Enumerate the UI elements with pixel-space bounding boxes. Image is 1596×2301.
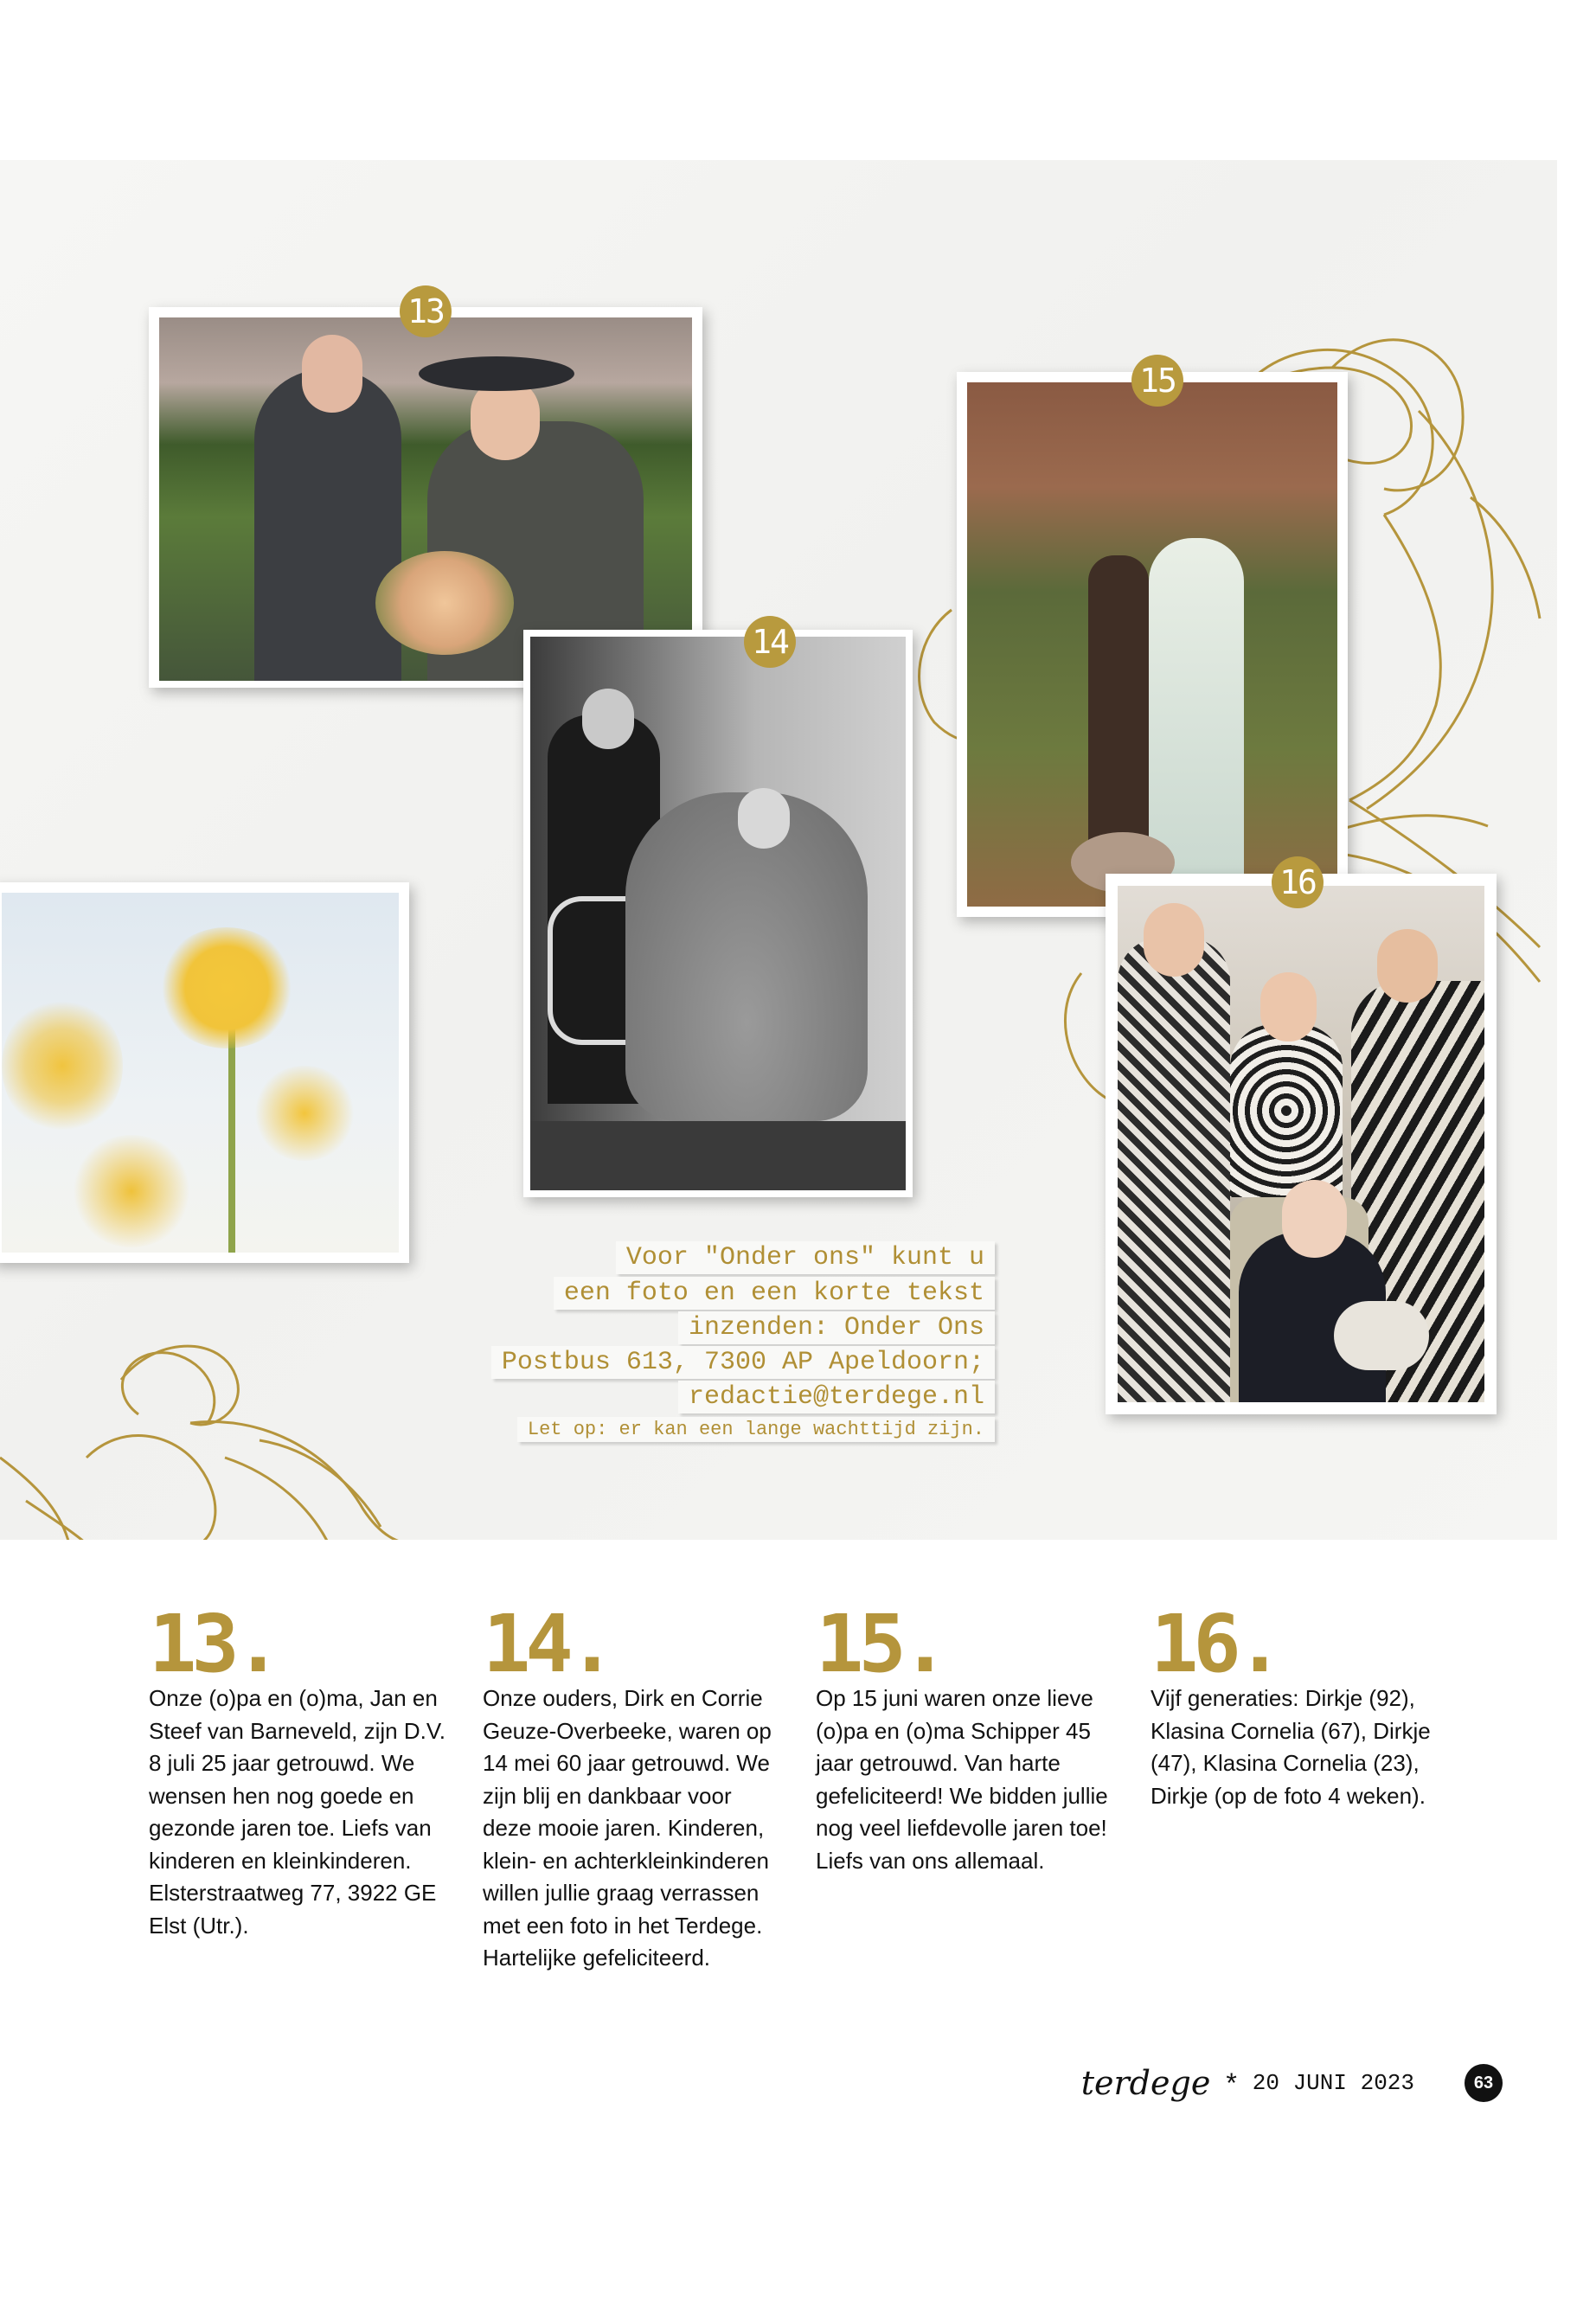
photo-16-image	[1118, 886, 1484, 1402]
woman-1-face	[1144, 903, 1204, 977]
woman-2-face	[1260, 972, 1317, 1042]
entry-16-text: Vijf generaties: Dirkje (92), Klasina Cornelia (67), Dirkje (47), Klasina Cornelia (23), Dirkje (op de foto 4 weken).	[1151, 1685, 1431, 1809]
issue-date: 20 JUNI 2023	[1252, 2070, 1414, 2096]
entry-13-number: 13.	[149, 1598, 278, 1690]
photo-14-badge: 14	[744, 616, 796, 668]
entry-16	[1151, 1598, 1449, 1812]
separator-asterisk: *	[1226, 2067, 1237, 2099]
page-footer	[1081, 2057, 1503, 2109]
entry-13	[149, 1598, 447, 1942]
photo-15-image	[967, 382, 1337, 907]
photo-15	[957, 372, 1348, 917]
woman-2	[1230, 1024, 1343, 1197]
photo-15-badge: 15	[1131, 355, 1183, 407]
photo-13-badge: 13	[400, 285, 452, 337]
man-figure	[254, 369, 401, 681]
note-line-1: Voor "Onder ons" kunt u	[616, 1241, 995, 1274]
note-line-2: een foto en een korte tekst	[554, 1277, 995, 1310]
entry-14	[483, 1598, 781, 1975]
woman-3-face	[1377, 929, 1438, 1003]
photo-flowers-image	[2, 893, 399, 1253]
entry-13-text: Onze (o)pa en (o)ma, Jan en Steef van Barneveld, zijn D.V. 8 juli 25 jaar getrouwd. We wensen hen nog goede en gezonde jaren toe. Liefs van kinderen en kleinkinderen. Elsterstraatweg 77, 3922 GE Elst (Utr.).	[149, 1685, 446, 1939]
bride-face	[738, 788, 790, 849]
entry-15-number: 15.	[816, 1598, 945, 1690]
entry-14-text: Onze ouders, Dirk en Corrie Geuze-Overbeeke, waren op 14 mei 60 jaar getrouwd. We zijn blij en dankbaar voor deze mooie jaren. Kinderen, klein- en achterkleinkinderen willen jullie graag verrassen met een foto in het Terdege. Hartelijke gefeliciteerd.	[483, 1685, 772, 1971]
entry-15	[816, 1598, 1114, 1877]
hat	[419, 356, 574, 391]
flower-cluster-3	[71, 1135, 192, 1247]
photo-14	[523, 630, 913, 1197]
floor	[530, 1121, 906, 1190]
note-email[interactable]: redactie@terdege.nl	[678, 1381, 995, 1413]
page-number: 63	[1465, 2064, 1503, 2102]
photo-collage	[0, 160, 1557, 1540]
bouquet	[375, 551, 514, 655]
baby	[1334, 1301, 1429, 1370]
photo-14-image	[530, 637, 906, 1190]
woman-1	[1118, 938, 1230, 1402]
grandmother-face	[1282, 1180, 1347, 1258]
man-face	[302, 335, 362, 413]
photo-flowers	[0, 882, 409, 1263]
terdege-logo: terdege	[1080, 2064, 1211, 2102]
floral-line-art-left	[0, 1285, 433, 1540]
entry-15-text: Op 15 juni waren onze lieve (o)pa en (o)ma Schipper 45 jaar getrouwd. Van harte gefeliciteerd! We bidden jullie nog veel liefdevolle jaren toe! Liefs van ons allemaal.	[816, 1685, 1108, 1874]
note-line-3: inzenden: Onder Ons	[678, 1311, 995, 1344]
entry-16-number: 16.	[1151, 1598, 1279, 1690]
note-warning: Let op: er kan een lange wachttijd zijn.	[517, 1417, 995, 1442]
photo-16	[1106, 874, 1497, 1414]
entry-14-number: 14.	[483, 1598, 612, 1690]
photo-16-badge: 16	[1272, 856, 1324, 908]
note-line-4: Postbus 613, 7300 AP Apeldoorn;	[491, 1346, 995, 1379]
flower-cluster-4	[253, 1066, 356, 1161]
flower-cluster-2	[2, 997, 123, 1135]
photo-13-image	[159, 317, 692, 681]
bride-figure	[1149, 538, 1244, 884]
flower-cluster-1	[157, 927, 296, 1048]
submission-note	[450, 1241, 995, 1540]
groom-face	[582, 689, 634, 749]
